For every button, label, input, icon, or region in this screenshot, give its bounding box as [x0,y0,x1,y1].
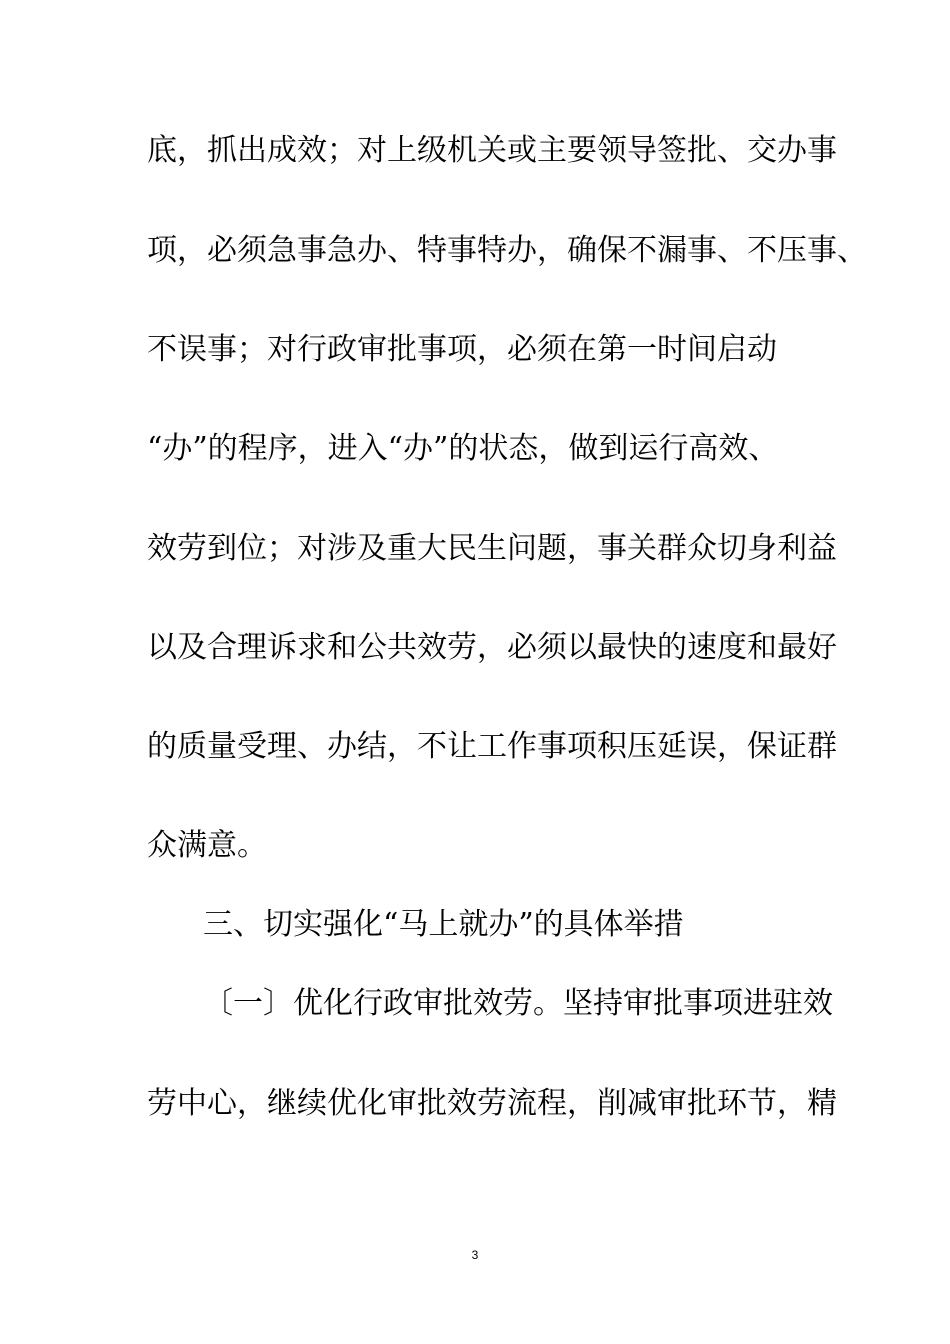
page-number: 3 [471,1248,479,1262]
body-text-line: 不误事；对行政审批事项，必须在第一时间启动 [147,332,777,367]
body-text-line: 以及合理诉求和公共效劳，必须以最快的速度和最好 [147,630,837,665]
body-text-line: 底，抓出成效；对上级机关或主要领导签批、交办事 [147,133,837,168]
section-heading: 三、切实强化“马上就办”的具体举措 [203,907,684,942]
body-text-line: 项，必须急事急办、特事特办，确保不漏事、不压事、 [147,233,867,268]
body-text-line: 的质量受理、办结，不让工作事项积压延误，保证群 [147,729,837,764]
subsection-heading-line: 〔一〕优化行政审批效劳。坚持审批事项进驻效 [203,986,833,1021]
body-text-line: 效劳到位；对涉及重大民生问题，事关群众切身利益 [147,531,837,566]
body-text-line: “办”的程序，进入“办”的状态，做到运行高效、 [147,431,779,466]
body-text-line: 众满意。 [147,828,267,863]
body-text-line: 劳中心，继续优化审批效劳流程，削减审批环节，精 [147,1086,837,1121]
